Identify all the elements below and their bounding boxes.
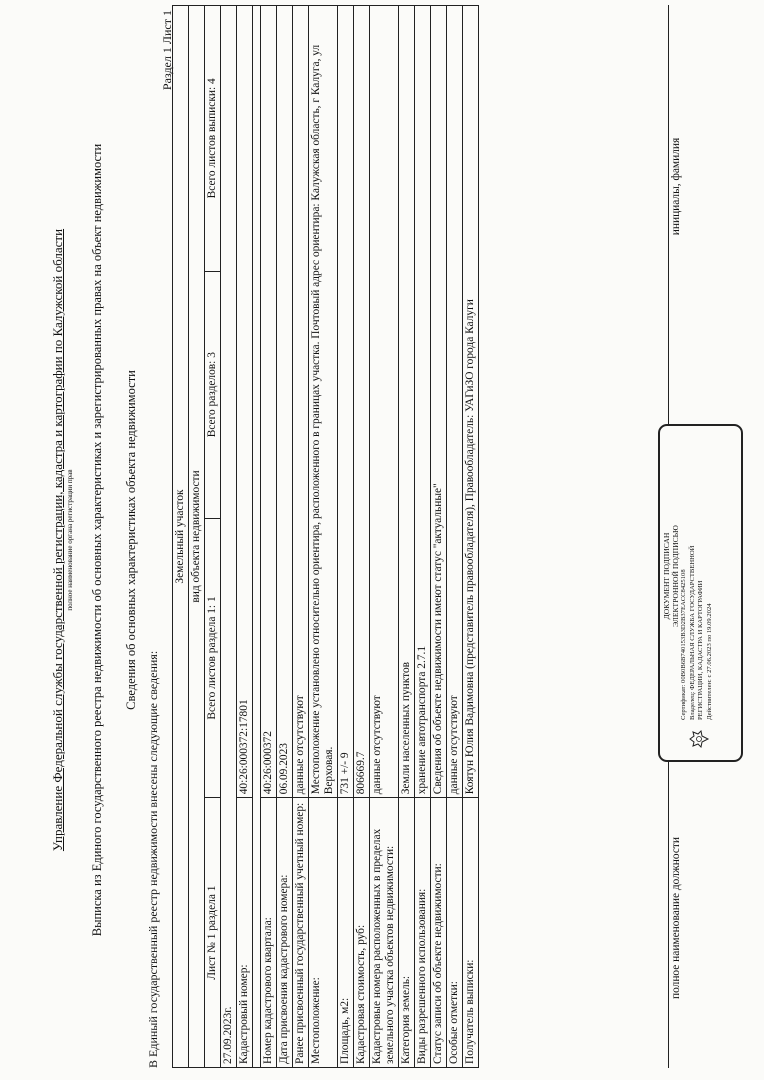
row-label: Площадь, м2: — [338, 798, 354, 1068]
coat-of-arms-icon — [688, 728, 710, 750]
cadastral-number-row — [237, 6, 253, 1068]
row-value: Местоположение установлено относительно ориентира, расположенного в границах участка. Почтовый адрес ориентира: Калужская область, г Калуга, ул Верховая. — [309, 6, 338, 798]
row-value: 731 +/- 9 — [338, 6, 354, 798]
stamp-validity: Действителен: с 27.06.2023 по 19.09.2024 — [705, 603, 713, 720]
row-label: Местоположение: — [309, 798, 338, 1068]
row-value: данные отсутствуют — [370, 6, 399, 798]
table-row — [415, 6, 431, 1068]
row-value: данные отсутствуют — [293, 6, 309, 798]
row-label: Номер кадастрового квартала: — [261, 798, 277, 1068]
object-type-caption: вид объекта недвижимости — [189, 6, 205, 1068]
row-value: 40:26:000372 — [261, 6, 277, 798]
table-row — [309, 6, 338, 1068]
authority-subtitle: полное наименование органа регистрации прав — [66, 469, 74, 611]
cadastral-number-value: 40:26:000372:17801 — [237, 6, 253, 798]
table-row — [399, 6, 415, 1068]
object-info-table — [172, 5, 479, 1068]
row-label: Виды разрешенного использования: — [415, 798, 431, 1068]
sections-count: Всего разделов: 3 — [205, 271, 220, 518]
stamp-owner1: Владелец: ФЕДЕРАЛЬНАЯ СЛУЖБА ГОСУДАРСТВЕННОЙ — [688, 545, 696, 720]
row-value: Сведения об объекте недвижимости имеют статус "актуальные" — [431, 6, 447, 798]
section-title: Сведения об основных характеристиках объекта недвижимости — [124, 370, 138, 710]
electronic-signature-stamp — [658, 424, 743, 762]
date-row — [221, 6, 237, 1068]
position-label: полное наименование должности — [670, 837, 682, 999]
sheet-number: Лист № 1 раздела 1 — [205, 798, 221, 1068]
counters-row — [205, 6, 221, 1068]
table-row — [431, 6, 447, 1068]
row-label: Ранее присвоенный государственный учетный номер: — [293, 798, 309, 1068]
table-row — [447, 6, 463, 1068]
cadastral-number-label: Кадастровый номер: — [237, 798, 253, 1068]
attribute-rows — [261, 6, 479, 1068]
intro-text: В Единый государственный реестр недвижимости внесены следующие сведения: — [146, 650, 160, 1068]
row-label: Статус записи об объекте недвижимости: — [431, 798, 447, 1068]
table-row — [338, 6, 354, 1068]
sheets-total: Всего листов выписки: 4 — [206, 78, 218, 199]
row-value: 806669.7 — [354, 6, 370, 798]
table-row — [463, 6, 479, 1068]
object-type: Земельный участок — [173, 6, 189, 1068]
object-type-caption-row — [189, 6, 205, 1068]
table-row — [277, 6, 293, 1068]
object-type-row — [173, 6, 189, 1068]
stamp-owner2: РЕГИСТРАЦИИ, КАДАСТРА И КАРТОГРАФИИ — [697, 580, 705, 720]
row-label: Категория земель: — [399, 798, 415, 1068]
row-label: Дата присвоения кадастрового номера: — [277, 798, 293, 1068]
section-sheet-label: Раздел 1 Лист 1 — [160, 10, 174, 91]
document-date: 27.09.2023г. — [221, 6, 237, 1068]
stamp-certificate: Сертификат: 00B0B6B740153B3D2B37EACC8425108 — [680, 569, 688, 720]
sheets-in-section: Всего листов раздела 1: 1 — [205, 518, 221, 798]
stamp-line1: ДОКУМЕНТ ПОДПИСАН — [662, 532, 671, 620]
authority-name: Управление Федеральной службы государственной регистрации, кадастра и картографии по Калужской области — [50, 228, 65, 852]
table-row — [293, 6, 309, 1068]
row-value: Земли населенных пунктов — [399, 6, 415, 798]
row-label: Кадастровые номера расположенных в пределах земельного участка объектов недвижимости: — [370, 798, 399, 1068]
row-value: хранение автотранспорта 2.7.1 — [415, 6, 431, 798]
row-value: данные отсутствуют — [447, 6, 463, 798]
row-label: Кадастровая стоимость, руб: — [354, 798, 370, 1068]
stamp-line2: ЭЛЕКТРОННОЙ ПОДПИСЬЮ — [670, 525, 680, 627]
row-value: 06.09.2023 — [277, 6, 293, 798]
row-label: Получатель выписки: — [463, 798, 479, 1068]
table-row — [354, 6, 370, 1068]
row-value: Коятун Юлия Вадимовна (представитель правообладателя), Правообладатель: УАГиЗО города Калуги — [463, 6, 479, 798]
table-row — [370, 6, 399, 1068]
row-label: Особые отметки: — [447, 798, 463, 1068]
document-title: Выписка из Единого государственного реестра недвижимости об основных характеристиках и зарегистрированных правах на объект недвижимости — [90, 143, 104, 937]
table-row — [261, 6, 277, 1068]
name-label: инициалы, фамилия — [670, 137, 682, 236]
